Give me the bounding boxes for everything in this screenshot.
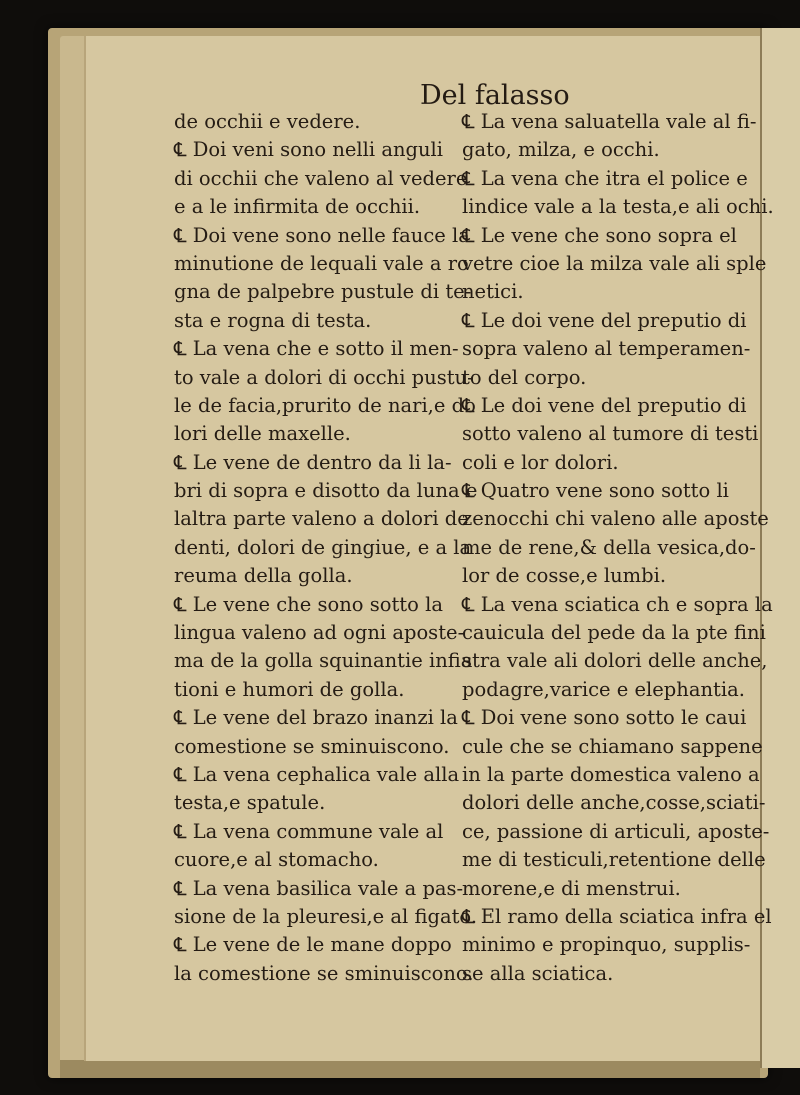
text-line: minutione de lequali vale a ro <box>174 251 469 275</box>
text-line: sta e rogna di testa. <box>174 308 372 332</box>
text-line: ma de la golla squinantie infia <box>174 649 473 673</box>
text-line: laltra parte valeno a dolori de <box>174 507 469 531</box>
text-line: denti, dolori de gingiue, e a la <box>174 535 472 559</box>
text-line: vetre cioe la milza vale ali sple <box>462 251 767 275</box>
text-line: reuma della golla. <box>174 564 353 588</box>
text-line: ℄ Le vene del brazo inanzi la <box>174 706 458 730</box>
text-line: lindice vale a la testa,e ali ochi. <box>462 195 774 219</box>
page-header: Del falasso <box>420 80 570 111</box>
text-line: la comestione se sminuiscono. <box>174 961 474 985</box>
text-line: cuore,e al stomacho. <box>174 848 379 872</box>
text-line: ℄ Le doi vene del preputio di <box>462 308 747 332</box>
text-line: ℄ La vena saluatella vale al fi‐ <box>462 110 757 133</box>
text-line: zenocchi chi valeno alle aposte <box>462 507 769 531</box>
text-line: sotto valeno al tumore di testi <box>462 422 759 446</box>
text-line: ℄ El ramo della sciatica infra el <box>462 904 772 928</box>
text-line: ℄ Le vene de le mane doppo <box>174 933 452 957</box>
text-line: ℄ La vena basilica vale a pas‐ <box>174 876 464 900</box>
text-line: testa,e spatule. <box>174 791 326 815</box>
text-line: cule che se chiamano sappene <box>462 734 763 758</box>
text-line: lori delle maxelle. <box>174 422 351 446</box>
text-line: podagre,varice e elephantia. <box>462 677 745 701</box>
text-line: comestione se sminuiscono. <box>174 734 450 758</box>
text-line: dolori delle anche,cosse,sciati‐ <box>462 791 766 815</box>
text-line: gna de palpebre pustule di te‐ <box>174 280 472 304</box>
text-line: e a le infirmita de occhii. <box>174 195 421 219</box>
right-column <box>462 108 774 988</box>
left-column <box>174 108 477 988</box>
text-line: sione de la pleuresi,e al figato. <box>174 904 478 928</box>
text-line: ℄ Le vene che sono sopra el <box>462 223 737 247</box>
text-line: cauicula del pede da la pte fini <box>462 621 766 645</box>
text-line: morene,e di menstrui. <box>462 876 681 900</box>
text-line: le de facia,prurito de nari,e do <box>174 393 476 417</box>
text-line: to del corpo. <box>462 365 587 389</box>
text-line: ce, passione di articuli, aposte‐ <box>462 819 770 843</box>
text-line: ℄ La vena commune vale al <box>174 819 444 843</box>
text-line: me de rene,& della vesica,do‐ <box>462 535 756 559</box>
text-line: me di testiculi,retentione delle <box>462 848 766 872</box>
text-line: bri di sopra e disotto da luna e <box>174 479 478 503</box>
page-bottom-edge <box>60 1060 760 1078</box>
text-line: ℄ La vena cephalica vale alla <box>174 762 460 786</box>
text-line: sopra valeno al temperamen‐ <box>462 337 751 361</box>
text-line: coli e lor dolori. <box>462 450 619 474</box>
text-line: ℄ Doi vene sono sotto le caui <box>462 706 747 730</box>
text-line: ℄ La vena sciatica ch e sopra la <box>462 592 773 616</box>
text-line: di occhii che valeno al vedere <box>174 166 468 190</box>
text-line: ℄ Doi vene sono nelle fauce la <box>174 223 470 247</box>
text-line: gato, milza, e occhi. <box>462 138 660 162</box>
text-line: ℄ Quatro vene sono sotto li <box>462 479 729 503</box>
text-line: ℄ Le vene de dentro da li la‐ <box>174 450 452 474</box>
text-line: ℄ Le doi vene del preputio di <box>462 393 747 417</box>
text-line: in la parte domestica valeno a <box>462 762 760 786</box>
text-line: stra vale ali dolori delle anche, <box>462 649 768 673</box>
text-line: se alla sciatica. <box>462 961 614 985</box>
text-line: ℄ La vena che itra el police e <box>462 166 748 190</box>
text-line: to vale a dolori di occhi pustu‐ <box>174 365 474 389</box>
text-line: de occhii e vedere. <box>174 110 361 133</box>
text-line: lingua valeno ad ogni aposte‐ <box>174 621 465 645</box>
text-line: tioni e humori de golla. <box>174 677 405 701</box>
text-line: lor de cosse,e lumbi. <box>462 564 667 588</box>
text-line: ℄ La vena che e sotto il men‐ <box>174 337 459 361</box>
text-line: minimo e propinquo, supplis‐ <box>462 933 751 957</box>
text-line: ℄ Doi veni sono nelli anguli <box>174 138 444 162</box>
text-line: netici. <box>462 280 524 304</box>
text-line: ℄ Le vene che sono sotto la <box>174 592 443 616</box>
